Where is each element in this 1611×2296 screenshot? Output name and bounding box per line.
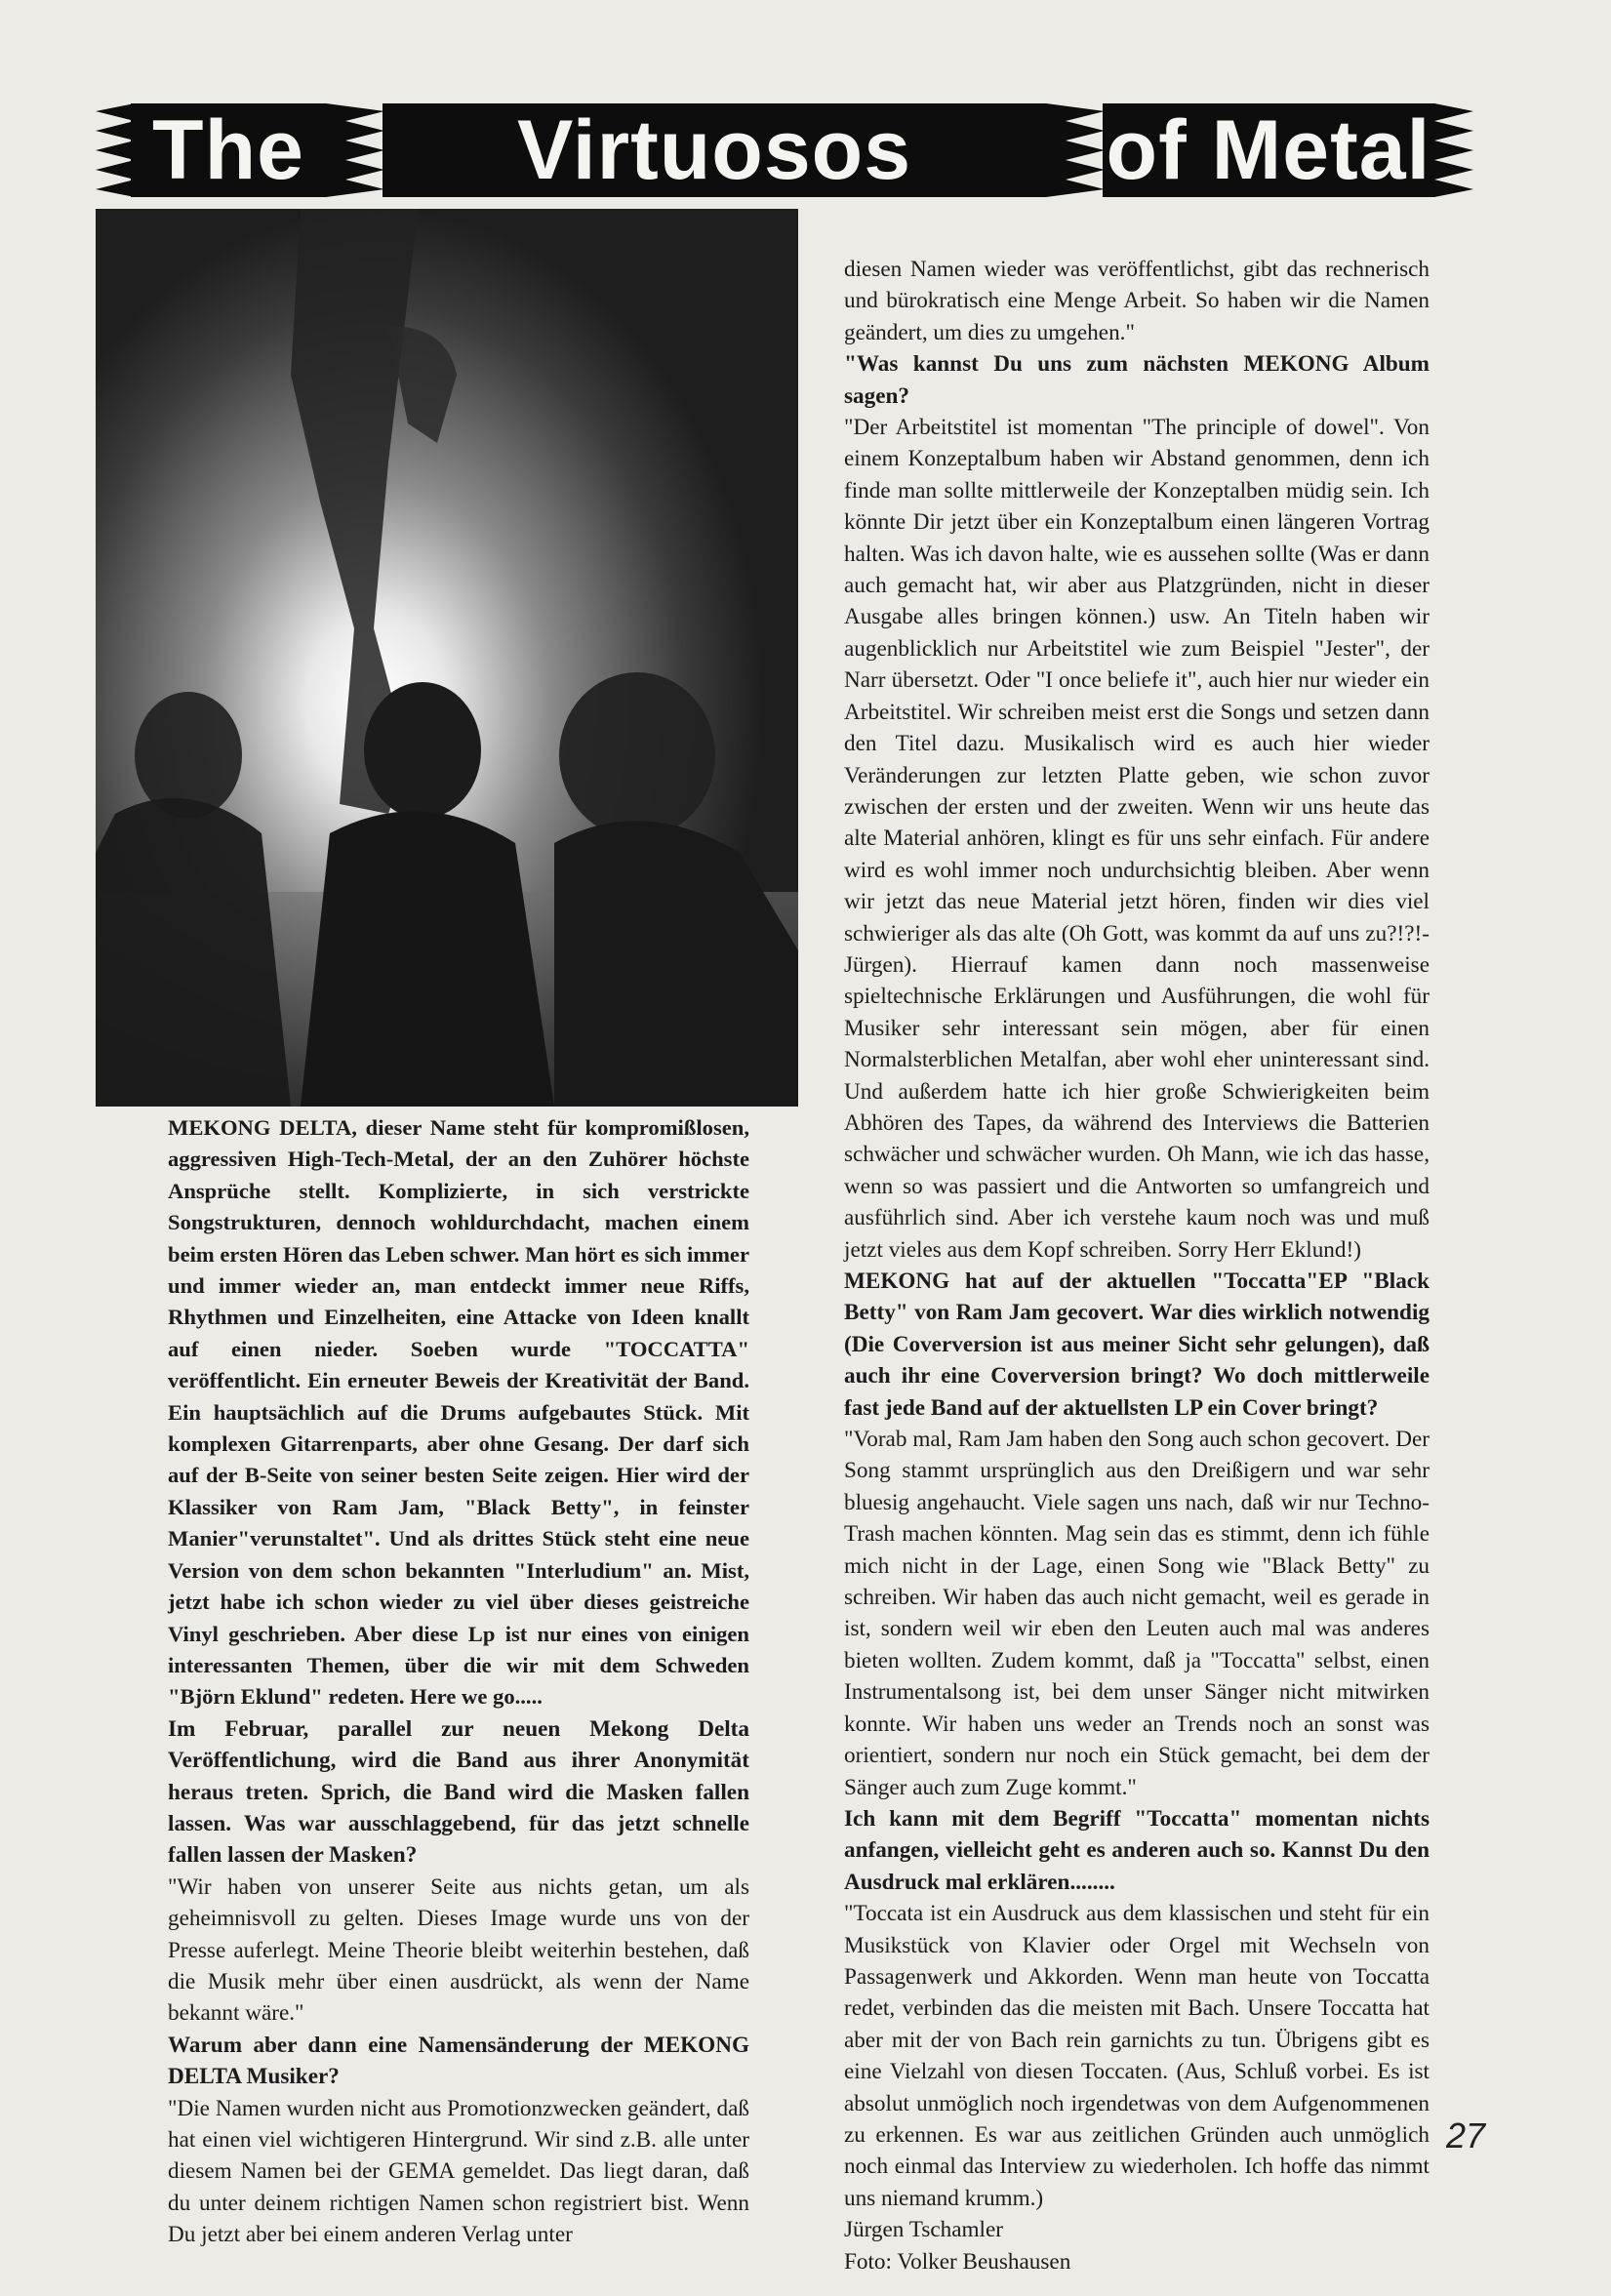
zigzag-ornament-icon [96, 98, 135, 203]
interview-question: Ich kann mit dem Begriff "Toccatta" momentan nichts anfangen, vielleicht geht es anderen auch so. Kannst Du den Ausdruck mal erklären........ [844, 1805, 1430, 1895]
photo-credit: Foto: Volker Beushausen [844, 2248, 1071, 2275]
page-number: 27 [1446, 2115, 1486, 2155]
title-banner [96, 98, 1473, 203]
interview-answer: "Die Namen wurden nicht aus Promotionzwecken geändert, daß hat einen viel wichtigeren Hintergrund. Wir sind z.B. alle unter diesem Namen bei der GEMA gemeldet. Das liegt daran, daß du unter deinem richtigen Namen schon registriert bist. Wenn Du jetzt aber bei einem anderen Verlag unter [168, 2095, 749, 2248]
interview-answer: diesen Namen wieder was veröffentlichst, gibt das rechnerisch und bürokratisch eine Menge Arbeit. So haben wir die Namen geändert, um dies zu umgehen." [844, 257, 1430, 345]
interview-question: Warum aber dann eine Namensänderung der MEKONG DELTA Musiker? [168, 2032, 749, 2090]
article-column-right [844, 254, 1430, 2277]
title-word-the: The [131, 103, 326, 197]
interview-question: "Was kannst Du uns zum nächsten MEKONG Album sagen? [844, 351, 1430, 409]
interview-answer: "Toccata ist ein Ausdruck aus dem klassischen und steht für ein Musikstück von Klavier oder Orgel mit Wechseln von Passagenwerk und Akkorden. Wenn man heute von Toccatta redet, verbinden das die meisten mit Bach. Unsere Toccatta hat aber mit der von Bach rein garnichts zu tun. Übrigens gibt es eine Vielzahl von diesen Toccaten. (Aus, Schluß vorbei. Es ist absolut unmöglich noch irgendetwas von dem Aufgenommenen zu erkennen. Es war aus zeitlichen Gründen auch unmöglich noch einmal das Interview zu wiederholen. Ich hoffe das nimmt uns niemand krumm.) [844, 1901, 1430, 2211]
title-word-virtuosos: Virtuosos [383, 103, 1046, 197]
band-photo [96, 209, 798, 1107]
interview-answer: "Vorab mal, Ram Jam haben den Song auch schon gecovert. Der Song stammt ursprünglich aus den Dreißigern und war sehr bluesig angehaucht. Viele sagen uns nach, daß wir nur Techno-Trash machen könnten. Mag sein das es stimmt, denn ich fühle mich nicht in der Lage, einen Song wie "Black Betty" zu schreiben. Wir haben das auch nicht gemacht, weil es gerade in ist, sondern weil wir eben den Leuten auch mal was anderes bieten wollten. Zudem kommt, daß ja "Toccatta" selbst, einen Instrumentalsong ist, bei dem unser Sänger nicht mitwirken konnte. Wir haben uns weder an Trends noch an sonst was orientiert, sondern nur noch ein Stück gemacht, bei dem der Sänger auch zum Zuge kommt." [844, 1427, 1430, 1800]
interview-question: MEKONG hat auf der aktuellen "Toccatta"EP "Black Betty" von Ram Jam gecovert. War dies wirklich notwendig (Die Coverversion ist aus meiner Sicht sehr gelungen), daß auch ihr eine Coverversion bringt? Wo doch mittlerweile fast jede Band auf der aktuellsten LP ein Cover bringt? [844, 1269, 1430, 1421]
author-byline: Jürgen Tschamler [844, 2217, 1004, 2243]
article-lead: MEKONG DELTA, dieser Name steht für kompromißlosen, aggressiven High-Tech-Metal, der an den Zuhörer höchste Ansprüche stellt. Komplizierte, in sich verstrickte Songstrukturen, dennoch wohldurchdacht, machen einem beim ersten Hören das Leben schwer. Man hört es sich immer und immer wieder an, man entdeckt immer neue Riffs, Rhythmen und Einzelheiten, eine Attacke von Ideen knallt auf einen nieder. Soeben wurde "TOCCATTA" veröffentlicht. Ein erneuter Beweis der Kreativität der Band. Ein hauptsächlich auf die Drums aufgebautes Stück. Mit komplexen Gitarrenparts, aber ohne Gesang. Der darf sich auf der B-Seite von seiner besten Seite zeigen. Hier wird der Klassiker von Ram Jam, "Black Betty", in feinster Manier"verunstaltet". Und als drittes Stück steht eine neue Version von dem schon bekannten "Interludium" an. Mist, jetzt habe ich schon wieder zu viel über dieses geistreiche Vinyl geschrieben. Aber diese Lp ist nur eines von einigen interessanten Themen, über die wir mit dem Schweden "Björn Eklund" redeten. Here we go..... [168, 1115, 749, 1710]
zigzag-ornament-icon [326, 98, 384, 203]
interview-answer: "Wir haben von unserer Seite aus nichts getan, um als geheimnisvoll zu gelten. Dieses Image wurde uns von der Presse auferlegt. Meine Theorie bleibt weiterhin bestehen, daß die Musik mehr über einen ausdrückt, als wenn der Name bekannt wäre." [168, 1873, 749, 2027]
title-word-of-metal: of Metal [1103, 103, 1434, 197]
zigzag-ornament-icon [1434, 98, 1473, 203]
interview-question: Im Februar, parallel zur neuen Mekong Delta Veröffentlichung, wird die Band aus ihrer Anonymität heraus treten. Sprich, die Band wird die Masken fallen lassen. Was war ausschlaggebend, für das jetzt schnelle fallen lassen der Masken? [168, 1715, 749, 1869]
interview-answer: "Der Arbeitstitel ist momentan "The principle of dowel". Von einem Konzeptalbum haben wir Abstand genommen, denn ich finde man sollte mittlerweile der Konzeptalben müdig sein. Ich könnte Dir jetzt über ein Konzeptalbum einen längeren Vortrag halten. Was ich davon halte, wie es aussehen sollte (Was er dann auch gemacht hat, wir aber aus Platzgründen, nicht in dieser Ausgabe alles bringen können.) usw. An Titeln haben wir augenblicklich nur Arbeitstitel wie zum Beispiel "Jester", der Narr übersetzt. Oder "I once beliefe it", auch hier nur wieder ein Arbeitstitel. Wir schreiben meist erst die Songs und setzen dann den Titel dazu. Musikalisch wird es auch hier wieder Veränderungen zur letzten Platte geben, wie schon zuvor zwischen der ersten und der zweiten. Wenn wir uns heute das alte Material anhören, klingt es für uns sehr einfach. Für andere wird es wohl immer noch undurchsichtig bleiben. Aber wenn wir jetzt das neue Material jetzt hören, finden wir dies viel schwieriger als das alte (Oh Gott, was kommt da auf uns zu?!?!-Jürgen). Hierrauf kamen dann noch massenweise spieltechnische Erklärungen und Ausführungen, die wohl für Musiker sehr interessant sein mögen, aber für einen Normalsterblichen Metalfan, aber wohl eher uninteressant sind. Und außerdem hatte ich hier große Schwierigkeiten beim Abhören des Tapes, da während des Interviews die Batterien schwächer und schwächer wurden. Oh Mann, wie ich das hasse, wenn so was passiert und die Antworten so umfangreich und ausführlich sind. Aber ich verstehe kaum noch was und muß jetzt vieles aus dem Kopf schreiben. Sorry Herr Eklund!) [844, 415, 1430, 1263]
article-column-left [168, 1112, 749, 2251]
zigzag-ornament-icon [1046, 98, 1105, 203]
